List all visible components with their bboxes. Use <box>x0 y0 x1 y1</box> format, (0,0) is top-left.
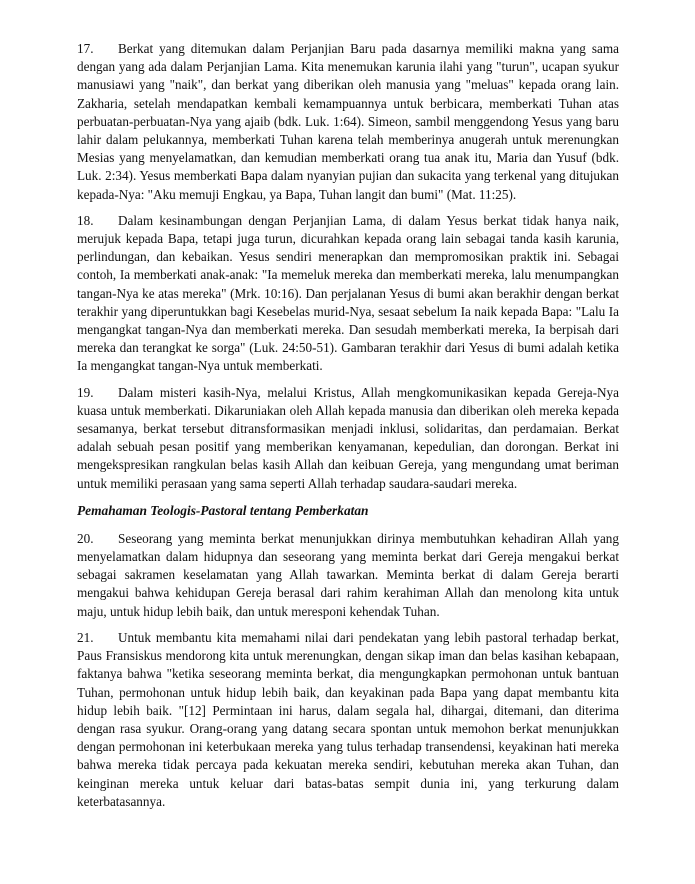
paragraph-17 <box>77 40 619 204</box>
paragraph-text: Berkat yang ditemukan dalam Perjanjian Baru pada dasarnya memiliki makna yang sama dengan yang ada dalam Perjanjian Lama. Kita menemukan karunia ilahi yang "turun", ucapan syukur manusiawi yang "naik", dan berkat yang diberikan oleh manusia yang "meluas" kepada orang lain. Zakharia, setelah mendapatkan kembali kemampuannya untuk berbicara, memberkati Tuhan atas perbuatan-perbuatan-Nya yang ajaib (bdk. Luk. 1:64). Simeon, sambil menggendong Yesus yang baru lahir dalam pelukannya, memberkati Tuhan karena telah memberinya anugerah untuk merenungkan Mesias yang menyelamatkan, dan kemudian memberkati orang tua anak itu, Maria dan Yusuf (bdk. Luk. 2:34). Yesus memberkati Bapa dalam nyanyian pujian dan sukacita yang terkenal yang ditujukan kepada-Nya: "Aku memuji Engkau, ya Bapa, Tuhan langit dan bumi" (Mat. 11:25). <box>77 41 619 202</box>
paragraph-text: Seseorang yang meminta berkat menunjukkan dirinya membutuhkan kehadiran Allah yang menyelamatkan dalam hidupnya dan seseorang yang meminta berkat dari Gereja mengakui berkat sebagai sakramen keselamatan yang Allah tawarkan. Meminta berkat di dalam Gereja berarti mengakui bahwa kehidupan Gereja berasal dari rahim kerahiman Allah dan menolong kita untuk maju, untuk hidup lebih baik, dan untuk meresponi kehendak Tuhan. <box>77 530 619 619</box>
paragraph-number: 19. <box>77 384 94 400</box>
paragraph-text: Dalam kesinambungan dengan Perjanjian Lama, di dalam Yesus berkat tidak hanya naik, merujuk kepada Bapa, tetapi juga turun, dicurahkan kepada orang lain sebagai tanda kasih karunia, perlindungan, dan kebaikan. Yesus sendiri menerapkan dan mempromosikan praktik ini. Sebagai contoh, Ia memberkati anak-anak: "Ia memeluk mereka dan memberkati mereka, lalu menumpangkan tangan-Nya ke atas mereka" (Mrk. 10:16). Dan perjalanan Yesus di bumi akan berakhir dengan berkat terakhir yang diperuntukkan bagi Kesebelas murid-Nya, sesaat sebelum Ia naik kepada Bapa: "Lalu Ia mengangkat tangan-Nya dan memberkati mereka. Dan sesudah memberkati mereka, Ia berpisah dari mereka dan terangkat ke sorga" (Luk. 24:50-51). Gambaran terakhir dari Yesus di bumi adalah ketika Ia mengangkat tangan-Nya untuk memberkati. <box>77 212 619 374</box>
section-heading: Pemahaman Teologis-Pastoral tentang Pemberkatan <box>77 502 369 518</box>
paragraph-18 <box>77 212 619 376</box>
paragraph-number: 17. <box>77 41 94 56</box>
paragraph-21 <box>77 629 619 811</box>
paragraph-number: 20. <box>77 530 94 546</box>
paragraph-text: Dalam misteri kasih-Nya, melalui Kristus, Allah mengkomunikasikan kepada Gereja-Nya kuasa untuk memberkati. Dikaruniakan oleh Allah kepada manusia dan diberikan oleh mereka kepada sesamanya, berkat tersebut ditransformasikan menjadi inklusi, solidaritas, dan perdamaian. Berkat adalah sebuah pesan positif yang memberikan kenyamanan, kepedulian, dan dorongan. Berkat ini mengekspresikan rangkulan belas kasih Allah dan keibuan Gereja, yang mengundang umat beriman untuk memiliki perasaan yang sama seperti Allah terhadap saudara-saudari mereka. <box>77 384 619 491</box>
paragraph-number: 18. <box>77 212 94 228</box>
paragraph-20 <box>77 530 619 621</box>
paragraph-number: 21. <box>77 629 94 645</box>
paragraph-19 <box>77 384 619 493</box>
paragraph-text: Untuk membantu kita memahami nilai dari pendekatan yang lebih pastoral terhadap berkat, Paus Fransiskus mendorong kita untuk merenungkan, dengan sikap iman dan belas kasihan kebapaan, faktanya bahwa "ketika seseorang meminta berkat, dia mengungkapkan permohonan untuk bantuan Tuhan, permohonan untuk hidup lebih baik, dan keyakinan pada Bapa yang dapat membantu kita hidup lebih baik. "[12] Permintaan ini harus, dalam segala hal, dihargai, ditemani, dan diterima dengan rasa syukur. Orang-orang yang datang secara spontan untuk memohon berkat menunjukkan dengan permohonan ini keterbukaan mereka yang tulus terhadap transendensi, keyakinan hati mereka bahwa mereka tidak percaya pada kekuatan mereka sendiri, kebutuhan mereka akan Tuhan, dan keinginan mereka untuk keluar dari batas-batas sempit dunia ini, yang terkurung dalam keterbatasannya. <box>77 629 619 809</box>
